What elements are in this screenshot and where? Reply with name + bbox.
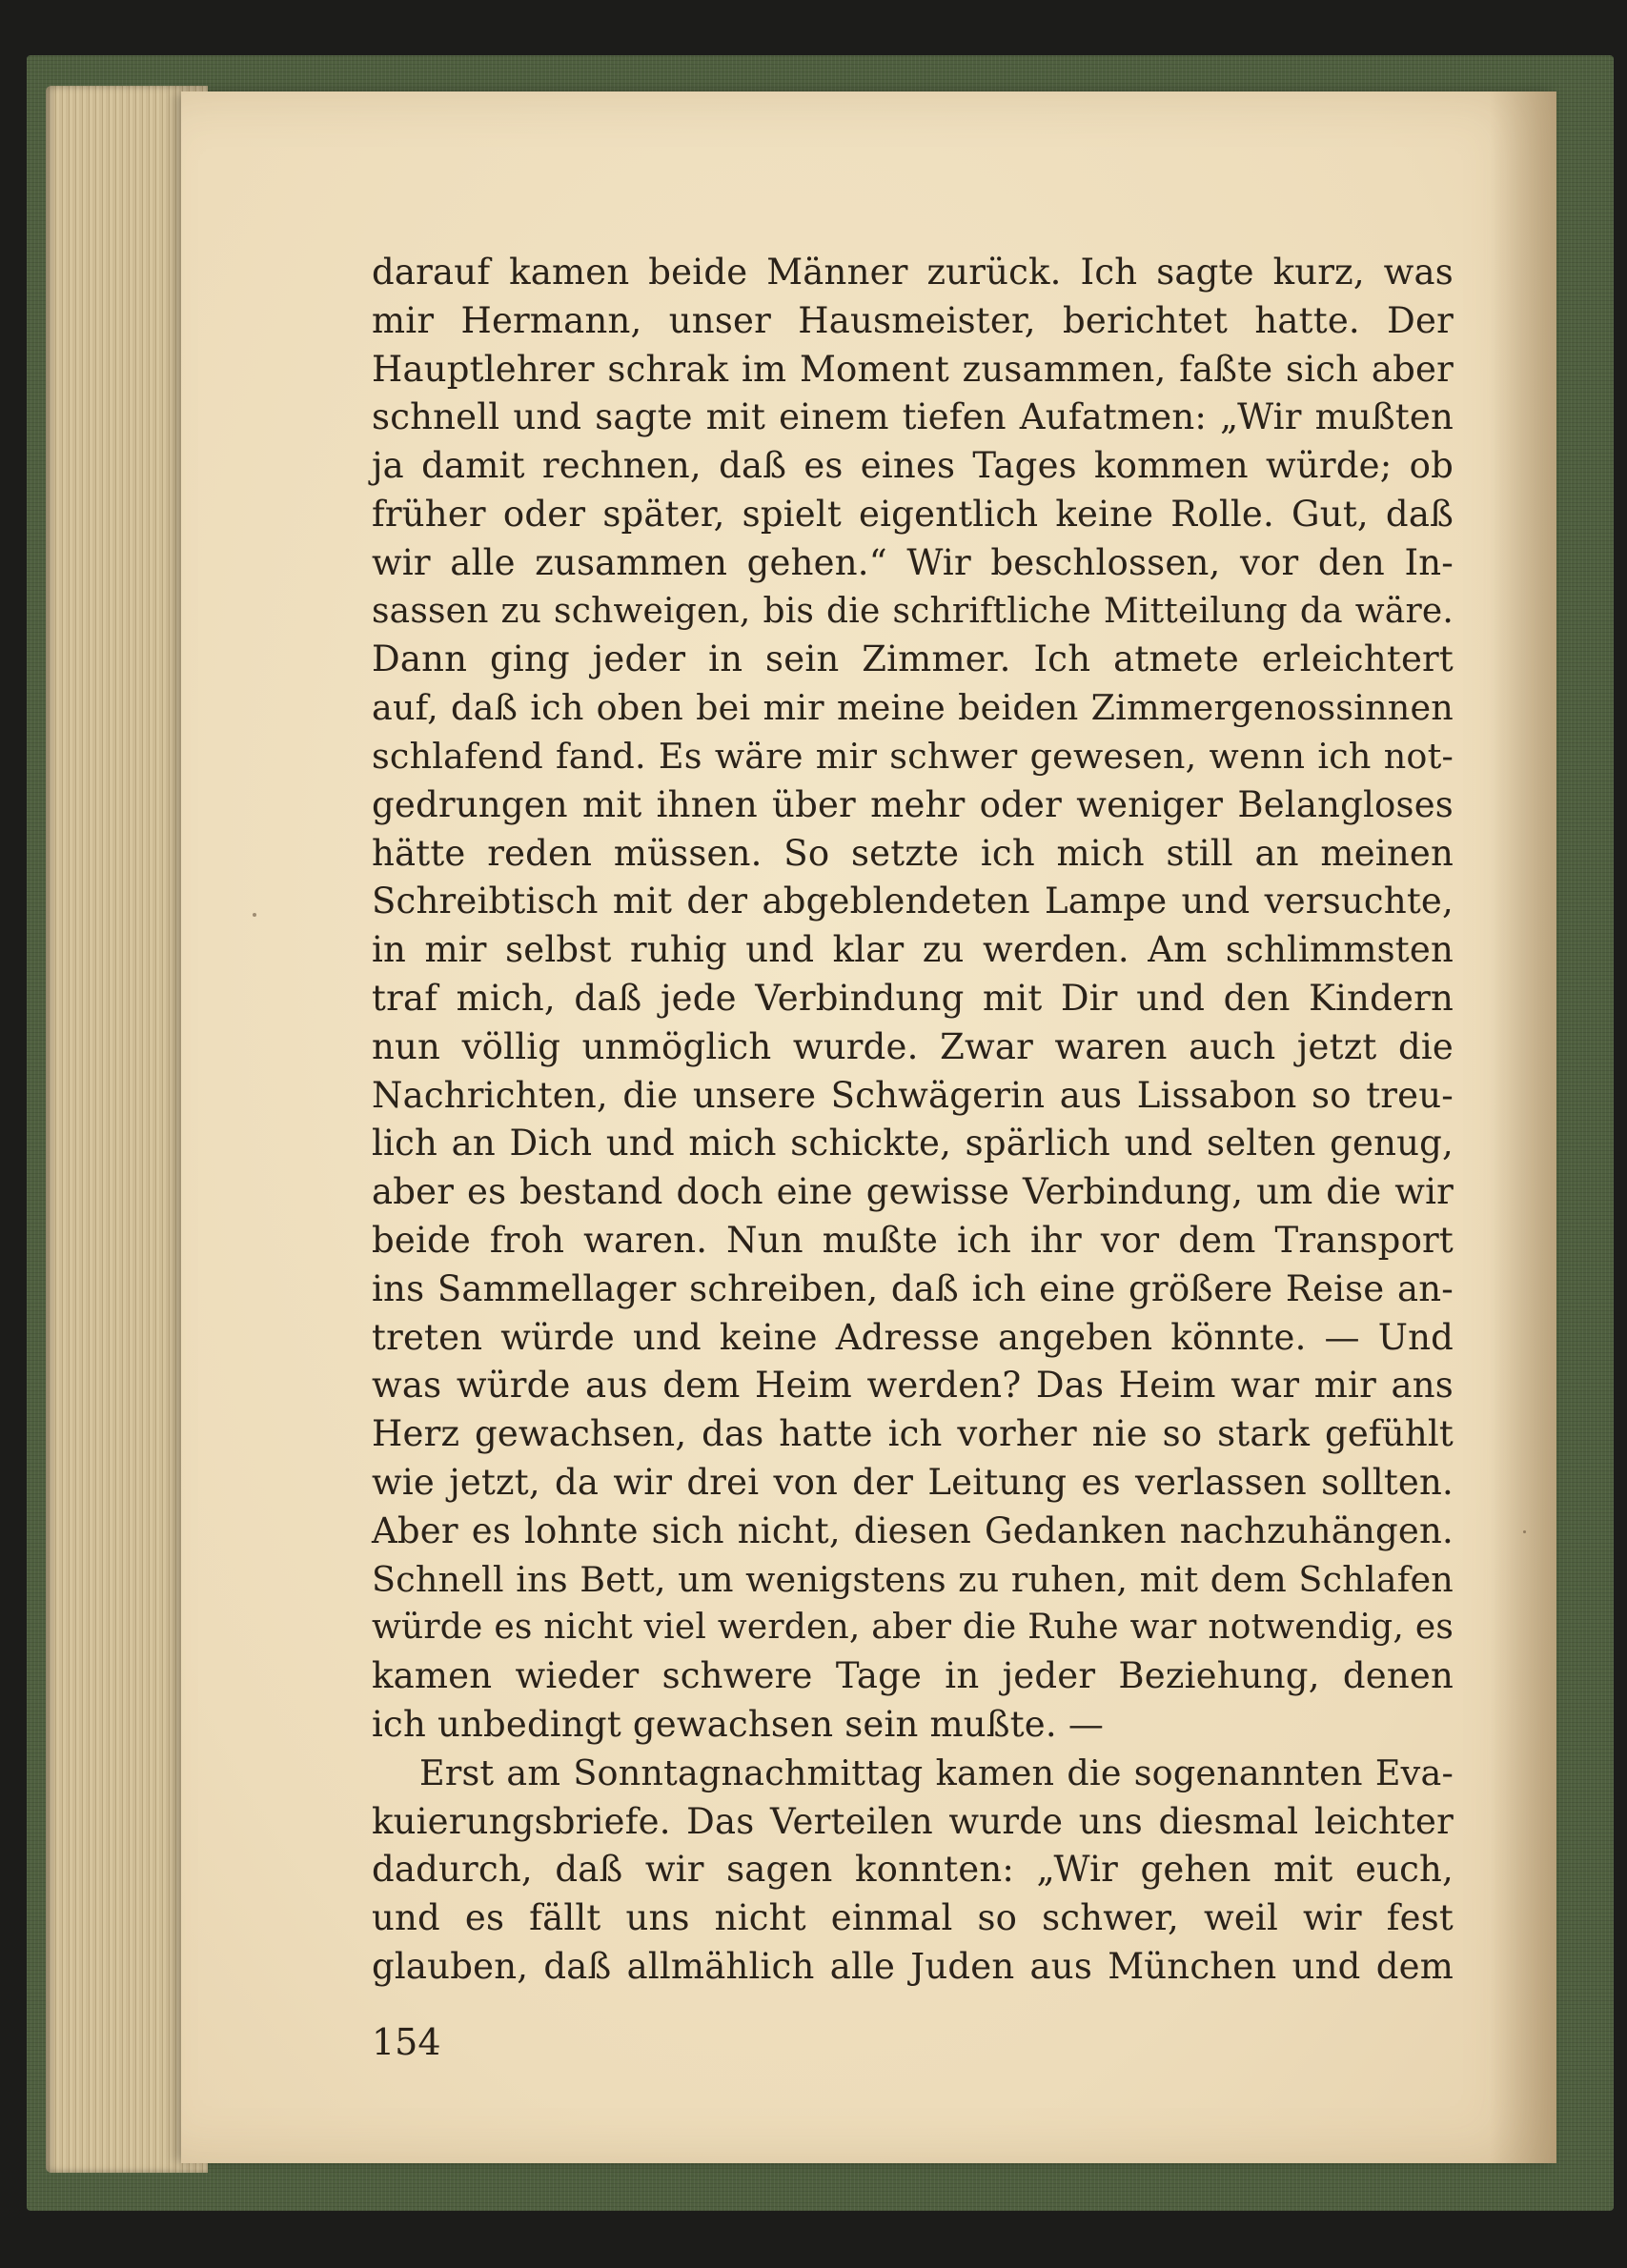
book-page [181, 91, 1556, 2163]
text-line: was würde aus dem Heim werden? Das Heim war mir ans [372, 1365, 1454, 1407]
text-line: mir Hermann, unser Hausmeister, berichtet hatte. Der [372, 299, 1454, 341]
text-line: Herz gewachsen, das hatte ich vorher nie so stark gefühlt [372, 1413, 1454, 1455]
text-line: Schnell ins Bett, um wenigstens zu ruhen, mit dem Schlafen [372, 1558, 1454, 1600]
text-line: schnell und sagte mit einem tiefen Aufatmen: „Wir mußten [372, 396, 1454, 438]
text-line: nun völlig unmöglich wurde. Zwar waren auch jetzt die [372, 1025, 1454, 1067]
text-line: glauben, daß allmählich alle Juden aus München und dem [372, 1945, 1454, 1987]
text-line: Aber es lohnte sich nicht, diesen Gedanken nachzuhängen. [372, 1509, 1454, 1551]
text-line: Schreibtisch mit der abgeblendeten Lampe und versuchte, [372, 881, 1454, 922]
text-line: auf, daß ich oben bei mir meine beiden Zimmergenossinnen [372, 687, 1454, 729]
text-line: darauf kamen beide Männer zurück. Ich sagte kurz, was [372, 252, 1454, 293]
text-line: aber es bestand doch eine gewisse Verbindung, um die wir [372, 1171, 1454, 1213]
text-line: schlafend fand. Es wäre mir schwer gewesen, wenn ich not- [372, 735, 1454, 777]
text-line: wie jetzt, da wir drei von der Leitung es verlassen sollten. [372, 1461, 1454, 1503]
text-line: Nachrichten, die unsere Schwägerin aus Lissabon so treu- [372, 1074, 1454, 1116]
text-line: ich unbedingt gewachsen sein mußte. — [372, 1703, 1105, 1745]
text-line: lich an Dich und mich schickte, spärlich und selten genug, [372, 1123, 1454, 1164]
paper-speck [253, 913, 256, 917]
text-line: wir alle zusammen gehen.“ Wir beschlossen, vor den In- [372, 541, 1454, 583]
text-line: kuierungsbriefe. Das Verteilen wurde uns diesmal leichter [372, 1800, 1454, 1842]
paper-speck [1523, 1530, 1526, 1533]
text-line: würde es nicht viel werden, aber die Ruhe war notwendig, es [372, 1608, 1454, 1648]
text-line: traf mich, daß jede Verbindung mit Dir und den Kindern [372, 977, 1454, 1019]
body-text [372, 249, 1454, 1992]
text-line: ins Sammellager schreiben, daß ich eine größere Reise an- [372, 1267, 1454, 1309]
page-gutter-shadow [1490, 91, 1556, 2163]
text-line: Dann ging jeder in sein Zimmer. Ich atmete erleichtert [372, 638, 1454, 680]
text-line: gedrungen mit ihnen über mehr oder weniger Belangloses [372, 783, 1454, 825]
text-line: treten würde und keine Adresse angeben könnte. — Und [372, 1316, 1454, 1358]
text-line: dadurch, daß wir sagen konnten: „Wir gehen mit euch, [372, 1849, 1454, 1891]
text-line: Hauptlehrer schrak im Moment zusammen, faßte sich aber [372, 348, 1454, 390]
page-number: 154 [372, 2021, 441, 2063]
text-line: in mir selbst ruhig und klar zu werden. Am schlimmsten [372, 929, 1454, 971]
text-line: früher oder später, spielt eigentlich keine Rolle. Gut, daß [372, 493, 1454, 535]
text-line: Erst am Sonntagnachmittag kamen die sogenannten Eva- [419, 1752, 1454, 1793]
text-line: ja damit rechnen, daß es eines Tages kommen würde; ob [372, 445, 1454, 487]
text-line: und es fällt uns nicht einmal so schwer, weil wir fest [372, 1897, 1454, 1939]
text-line: hätte reden müssen. So setzte ich mich still an meinen [372, 832, 1454, 874]
text-line: kamen wieder schwere Tage in jeder Beziehung, denen [372, 1655, 1454, 1697]
text-line: sassen zu schweigen, bis die schriftliche Mitteilung da wäre. [372, 591, 1454, 631]
text-line: beide froh waren. Nun mußte ich ihr vor dem Transport [372, 1219, 1454, 1261]
